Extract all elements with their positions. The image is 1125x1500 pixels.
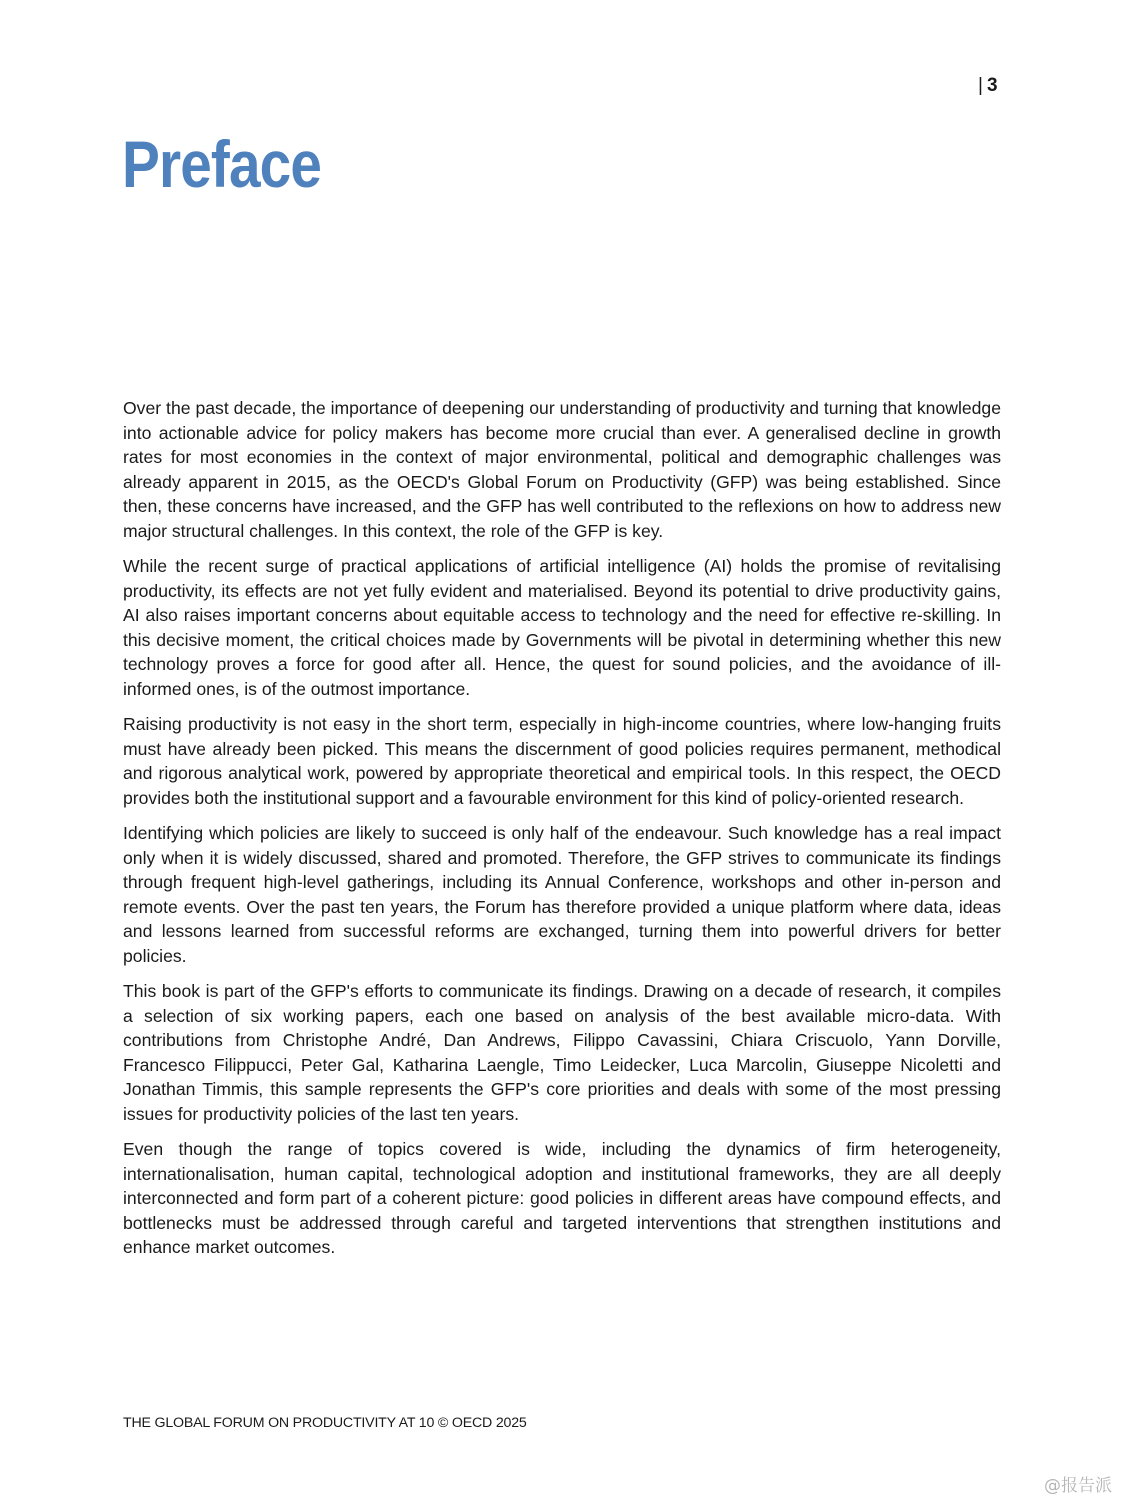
page-number-separator: | (978, 75, 983, 96)
paragraph-6: Even though the range of topics covered is wide, including the dynamics of firm heterogeneity, internationalisation, human capital, technological adoption and institutional frameworks, they are all deeply interconnected and form part of a coherent picture: good policies in different areas have compound effects, and bottlenecks must be addressed through careful and targeted interventions that strengthen institutions and enhance market outcomes. (123, 1139, 1001, 1257)
watermark: @报告派 (1044, 1476, 1112, 1496)
paragraph-4: Identifying which policies are likely to succeed is only half of the endeavour. Such knowledge has a real impact only when it is widely discussed, shared and promoted. Therefore, the GFP strives to communicate its findings through frequent high-level gatherings, including its Annual Conference, workshops and other in-person and remote events. Over the past ten years, the Forum has therefore provided a unique platform where data, ideas and lessons learned from successful reforms are exchanged, turning them into powerful drivers for better policies. (123, 823, 1001, 966)
page-footer: THE GLOBAL FORUM ON PRODUCTIVITY AT 10 © OECD 2025 (123, 1415, 527, 1431)
paragraph-2: While the recent surge of practical applications of artificial intelligence (AI) holds the promise of revitalising productivity, its effects are not yet fully evident and materialised. Beyond its potential to drive productivity gains, AI also raises important concerns about equitable access to technology and the need for effective re-skilling. In this decisive moment, the critical choices made by Governments will be pivotal in determining whether this new technology proves a force for good after all. Hence, the quest for sound policies, and the avoidance of ill-informed ones, is of the outmost importance. (123, 556, 1001, 699)
body-text (123, 396, 1001, 1271)
page-number-header (978, 74, 998, 98)
paragraph-3: Raising productivity is not easy in the short term, especially in high-income countries, where low-hanging fruits must have already been picked. This means the discernment of good policies requires permanent, methodical and rigorous analytical work, powered by appropriate theoretical and empirical tools. In this respect, the OECD provides both the institutional support and a favourable environment for this kind of policy-oriented research. (123, 714, 1001, 808)
paragraph-1: Over the past decade, the importance of deepening our understanding of productivity and turning that knowledge into actionable advice for policy makers has become more crucial than ever. A generalised decline in growth rates for most economies in the context of major environmental, political and demographic challenges was already apparent in 2015, as the OECD's Global Forum on Productivity (GFP) was being established. Since then, these concerns have increased, and the GFP has well contributed to the reflexions on how to address new major structural challenges. In this context, the role of the GFP is key. (123, 398, 1001, 541)
paragraph-5: This book is part of the GFP's efforts to communicate its findings. Drawing on a decade of research, it compiles a selection of six working papers, each one based on analysis of the best available micro-data. With contributions from Christophe André, Dan Andrews, Filippo Cavassini, Chiara Criscuolo, Yann Dorville, Francesco Filippucci, Peter Gal, Katharina Laengle, Timo Leidecker, Luca Marcolin, Giuseppe Nicoletti and Jonathan Timmis, this sample represents the GFP's core priorities and deals with some of the most pressing issues for productivity policies of the last ten years. (123, 981, 1001, 1124)
page-number: 3 (986, 75, 998, 96)
page-title: Preface (122, 127, 322, 201)
